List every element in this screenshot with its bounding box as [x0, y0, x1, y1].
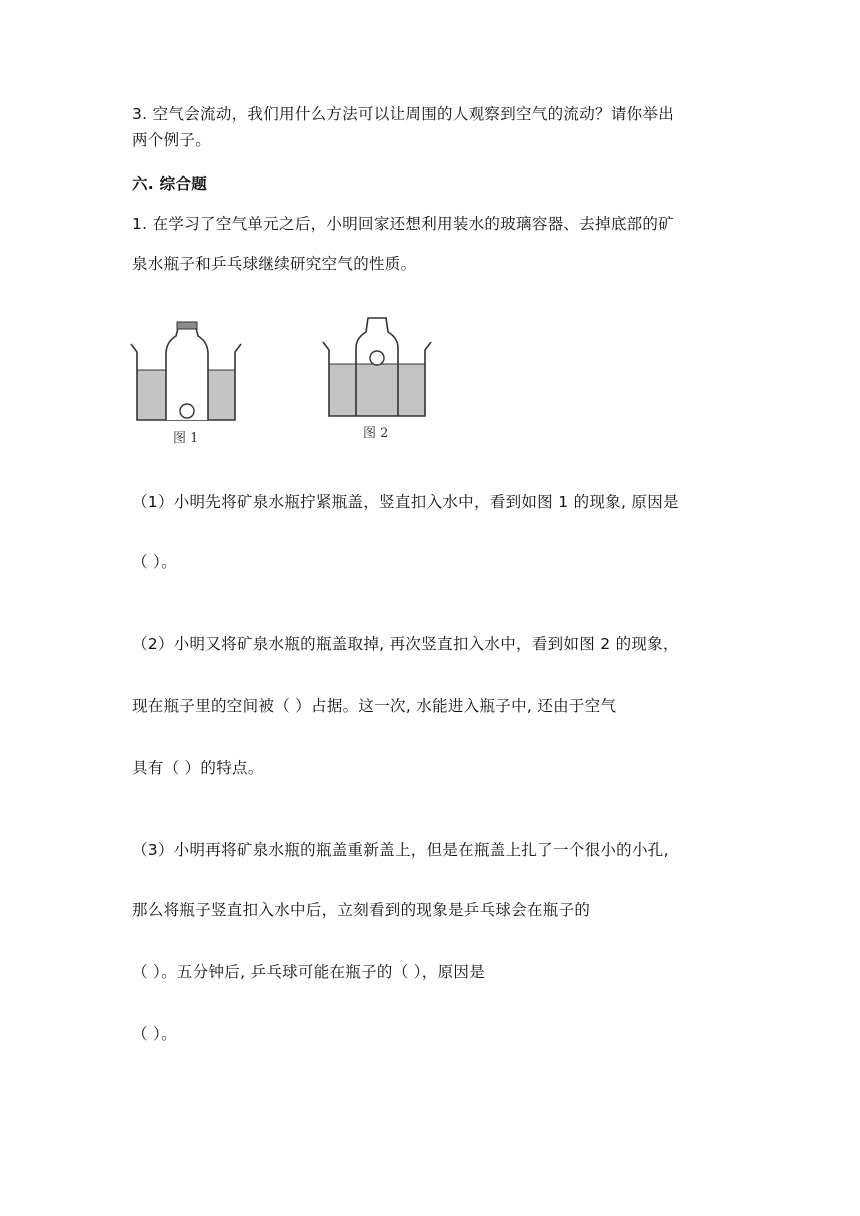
figure-1-diagram: [128, 314, 244, 424]
part-2-line-3: 具有（ ）的特点。: [132, 759, 264, 777]
question-1-line-1: 1. 在学习了空气单元之后，小明回家还想利用装水的玻璃容器、去掉底部的矿: [132, 215, 675, 233]
part-3-line-3: （ ）。五分钟后, 乒乓球可能在瓶子的（ ），原因是: [132, 963, 486, 981]
water-fill: [329, 364, 425, 416]
question-1-line-2: 泉水瓶子和乒乓球继续研究空气的性质。: [132, 255, 417, 273]
part-2-line-2: 现在瓶子里的空间被（ ）占据。这一次, 水能进入瓶子中, 还由于空气: [132, 697, 617, 715]
figure-1-caption: 图 1: [173, 431, 199, 446]
ping-pong-ball-icon: [180, 404, 194, 418]
part-3-line-4: （ ）。: [132, 1025, 177, 1043]
part-3-line-2: 那么将瓶子竖直扣入水中后，立刻看到的现象是乒乓球会在瓶子的: [132, 901, 591, 919]
question-3-line-2: 两个例子。: [132, 131, 212, 149]
figure-2-caption: 图 2: [363, 426, 389, 441]
bottle-cap-icon: [177, 322, 197, 329]
part-1-line-2: （ ）。: [132, 553, 177, 571]
part-2-line-1: （2）小明又将矿泉水瓶的瓶盖取掉, 再次竖直扣入水中，看到如图 2 的现象，: [132, 635, 679, 653]
question-3-line-1: 3. 空气会流动，我们用什么方法可以让周围的人观察到空气的流动？请你举出: [132, 105, 675, 123]
part-1-line-1: （1）小明先将矿泉水瓶拧紧瓶盖，竖直扣入水中，看到如图 1 的现象, 原因是: [132, 493, 679, 511]
section-6-heading: 六. 综合题: [132, 175, 208, 193]
figure-2-diagram: [321, 312, 433, 420]
ping-pong-ball-icon: [370, 351, 384, 365]
part-3-line-1: （3）小明再将矿泉水瓶的瓶盖重新盖上，但是在瓶盖上扎了一个很小的小孔,: [132, 841, 669, 859]
